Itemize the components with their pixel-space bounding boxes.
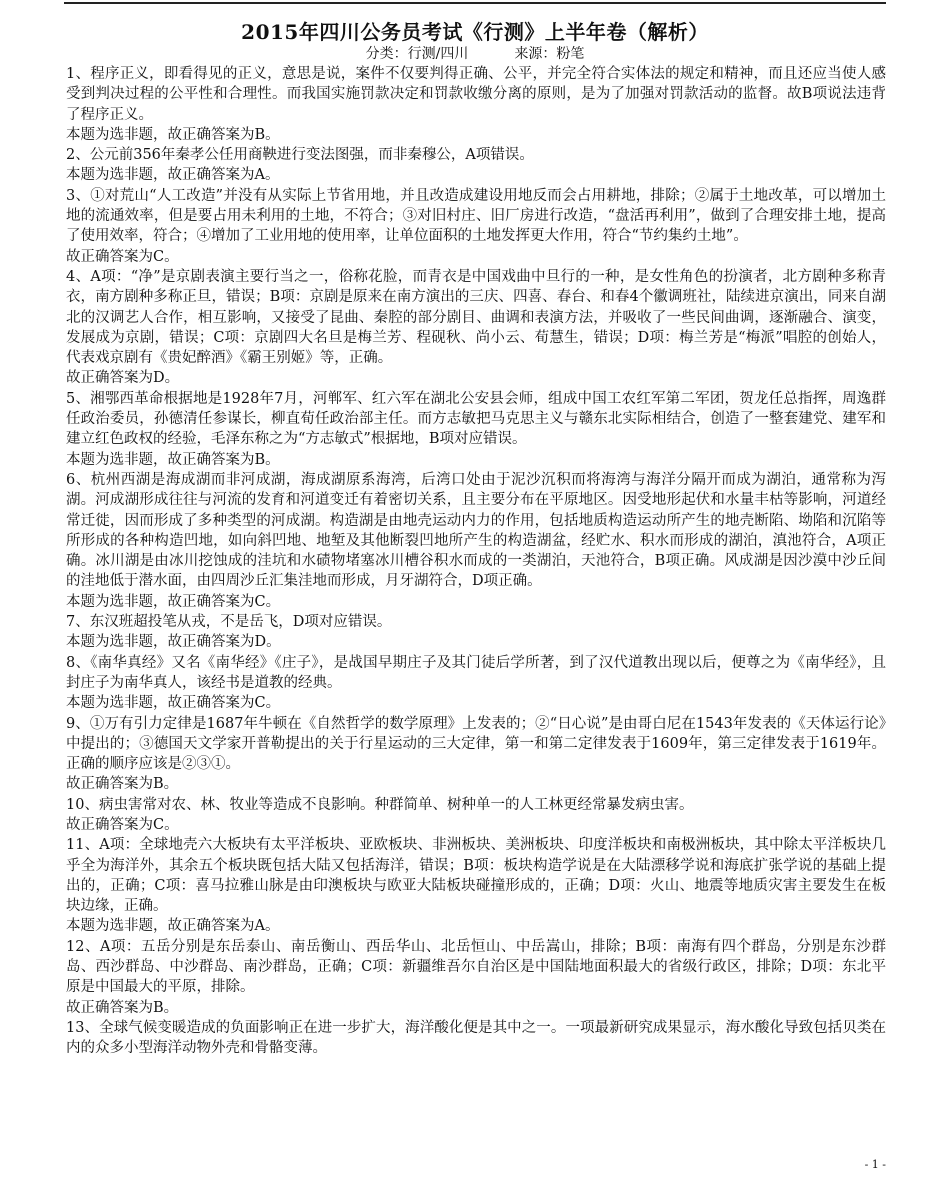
- source-label: 来源：粉笔: [514, 46, 585, 62]
- paragraph: 8、《南华真经》又名《南华经》《庄子》，是战国早期庄子及其门徒后学所著，到了汉代道教出现以后，便尊之为《南华经》，且封庄子为南华真人，该经书是道教的经典。: [66, 654, 886, 691]
- answer-line: 本题为选非题，故正确答案为B。: [66, 126, 280, 143]
- answer-line: 本题为选非题，故正确答案为C。: [66, 695, 281, 712]
- answer-line: 本题为选非题，故正确答案为D。: [66, 634, 281, 651]
- answer-line: 本题为选非题，故正确答案为A。: [66, 167, 280, 184]
- document-title: 2015年四川公务员考试《行测》上半年卷（解析）: [241, 20, 709, 44]
- paragraph: 13、全球气候变暖造成的负面影响正在进一步扩大，海洋酸化便是其中之一。一项最新研究成果显示，海水酸化导致包括贝类在内的众多小型海洋动物外壳和骨骼变薄。: [66, 1019, 886, 1057]
- answer-line: 故正确答案为C。: [66, 248, 179, 265]
- paragraph: 7、东汉班超投笔从戎，不是岳飞，D项对应错误。: [66, 614, 392, 631]
- answer-line: 故正确答案为B。: [66, 776, 179, 793]
- answer-line: 本题为选非题，故正确答案为B。: [66, 451, 280, 468]
- answer-line: 故正确答案为B。: [66, 999, 179, 1016]
- header-rule: [64, 2, 886, 4]
- paragraph: 9、①万有引力定律是1687年牛顿在《自然哲学的数学原理》上发表的；②“日心说”是由哥白尼在1543年发表的《天体运行论》中提出的；③德国天文学家开普勒提出的关于行星运动的三大定律，第一和第二定律发表于1609年，第三定律发表于1619年。正确的顺序应该是②③①。: [66, 715, 886, 773]
- paragraph: 1、程序正义，即看得见的正义，意思是说，案件不仅要判得正确、公平，并完全符合实体法的规定和精神，而且还应当使人感受到判决过程的公平性和合理性。而我国实施罚款决定和罚款收缴分离的原则，是为了加强对罚款活动的监督。故B项说法违背了程序正义。: [66, 66, 886, 123]
- paragraph: 6、杭州西湖是海成湖而非河成湖，海成湖原系海湾，后湾口处由于泥沙沉积而将海湾与海洋分隔开而成为湖泊，通常称为泻湖。河成湖形成往往与河流的发育和河道变迁有着密切关系，且主要分布在平原地区。因受地形起伏和水量丰枯等影响，河道经常迁徙，因而形成了多种类型的河成湖。构造湖是由地壳运动内力的作用，包括地质构造运动所产生的地壳断陷、坳陷和沉陷等所形成的各种构造凹地，如向斜凹地、地堑及其他断裂凹地所产生的构造湖盆，经贮水、积水而形成的湖泊，滇池符合，A项正确。冰川湖是由冰川挖蚀成的洼坑和水碛物堵塞冰川槽谷积水而成的一类湖泊，天池符合，B项正确。风成湖是因沙漠中沙丘间的洼地低于潜水面，由四周沙丘汇集洼地而形成，月牙湖符合，D项正确。: [66, 471, 886, 590]
- answer-line: 故正确答案为C。: [66, 816, 179, 833]
- page-number: - 1 -: [864, 1158, 886, 1171]
- answer-line: 故正确答案为D。: [66, 370, 180, 387]
- answer-explanations: [66, 64, 886, 1059]
- paragraph: 10、病虫害常对农、林、牧业等造成不良影响。种群简单、树种单一的人工林更经常暴发病虫害。: [66, 796, 694, 813]
- document-meta: [0, 43, 950, 63]
- answer-line: 本题为选非题，故正确答案为C。: [66, 593, 281, 610]
- paragraph: 3、①对荒山“人工改造”并没有从实际上节省用地，并且改造成建设用地反而会占用耕地，排除；②属于土地改革，可以增加土地的流通效率，但是要占用未利用的土地，不符合；③对旧村庄、旧厂房进行改造，“盘活再利用”，做到了合理安排土地，提高了使用效率，符合；④增加了工业用地的使用率，让单位面积的土地发挥更大作用，符合“节约集约土地”。: [66, 187, 886, 245]
- answer-line: 本题为选非题，故正确答案为A。: [66, 918, 280, 935]
- paragraph: 11、A项：全球地壳六大板块有太平洋板块、亚欧板块、非洲板块、美洲板块、印度洋板块和南极洲板块，其中除太平洋板块几乎全为海洋外，其余五个板块既包括大陆又包括海洋，错误；B项：板块构造学说是在大陆漂移学说和海底扩张学说的基础上提出的，正确；C项：喜马拉雅山脉是由印澳板块与欧亚大陆板块碰撞形成的，正确；D项：火山、地震等地质灾害主要发生在板块边缘，正确。: [66, 837, 886, 915]
- paragraph: 5、湘鄂西革命根据地是1928年7月，河郸军、红六军在湖北公安县会师，组成中国工农红军第二军团，贺龙任总指挥，周逸群任政治委员，孙德清任参谋长，柳直荀任政治部主任。而方志敏把马克思主义与赣东北实际相结合，创造了一整套建党、建军和建立红色政权的经验，毛泽东称之为“方志敏式”根据地，B项对应错误。: [66, 390, 886, 448]
- paragraph: 12、A项：五岳分别是东岳泰山、南岳衡山、西岳华山、北岳恒山、中岳嵩山，排除；B项：南海有四个群岛，分别是东沙群岛、西沙群岛、中沙群岛、南沙群岛，正确；C项：新疆维吾尔自治区是中国陆地面积最大的省级行政区，排除；D项：东北平原是中国最大的平原，排除。: [66, 938, 886, 996]
- paragraph: 2、公元前356年秦孝公任用商鞅进行变法图强，而非秦穆公，A项错误。: [66, 147, 534, 164]
- paragraph: 4、A项：“净”是京剧表演主要行当之一，俗称花脸，而青衣是中国戏曲中旦行的一种，是女性角色的扮演者，北方剧种多称青衣，南方剧种多称正旦，错误；B项：京剧是原来在南方演出的三庆、四喜、春台、和春4个徽调班社，陆续进京演出，同来自湖北的汉调艺人合作，相互影响，又接受了昆曲、秦腔的部分剧目、曲调和表演方法，并吸收了一些民间曲调，逐渐融合、演变，发展成为京剧，错误；C项：京剧四大名旦是梅兰芳、程砚秋、尚小云、荀慧生，错误；D项：梅兰芳是“梅派”唱腔的创始人，代表戏京剧有《贵妃醉酒》《霸王别姬》等，正确。: [66, 268, 886, 367]
- category-label: 分类：行测/四川: [365, 46, 469, 62]
